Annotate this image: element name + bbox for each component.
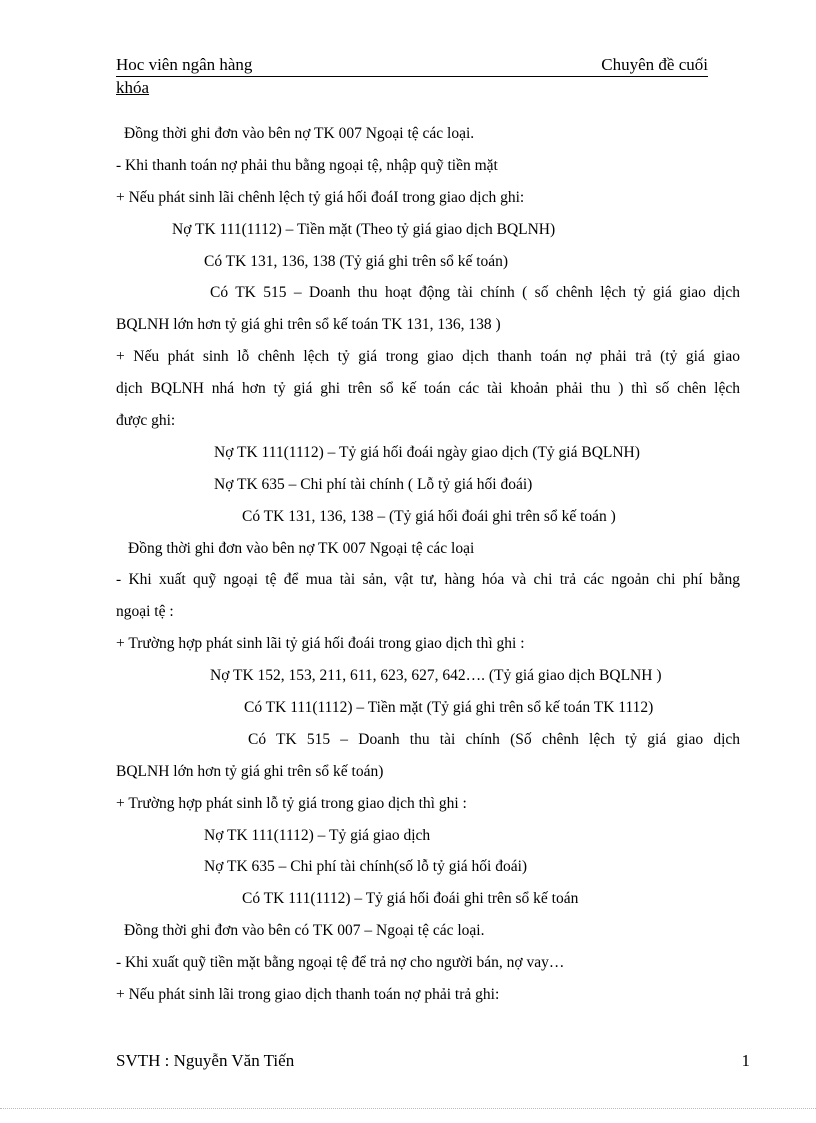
text-line: Có TK 111(1112) – Tiền mặt (Tỷ giá ghi trên sổ kế toán TK 1112) — [244, 699, 654, 717]
text-line: Có TK 515 – Doanh thu hoạt động tài chính ( số chênh lệch tỷ giá giao dịch — [210, 284, 740, 302]
text-line: BQLNH lớn hơn tỷ giá ghi trên sổ kế toán TK 131, 136, 138 ) — [116, 316, 501, 334]
text-line: Có TK 515 – Doanh thu tài chính (Số chênh lệch tỷ giá giao dịch — [248, 730, 740, 748]
text-line: Nợ TK 111(1112) – Tỷ giá hối đoái ngày giao dịch (Tỷ giá BQLNH) — [214, 443, 640, 461]
page-boundary-divider — [0, 1108, 816, 1109]
text-line: Nợ TK 111(1112) – Tỷ giá giao dịch — [204, 826, 431, 844]
text-line: Nợ TK 111(1112) – Tiền mặt (Theo tỷ giá giao dịch BQLNH) — [172, 220, 556, 238]
text-line: + Nếu phát sinh lãi chênh lệch tỷ giá hối đoáI trong giao dịch ghi: — [116, 188, 525, 206]
text-line: - Khi xuất quỹ ngoại tệ để mua tài sản, vật tư, hàng hóa và chi trả các ngoản chi phí bằng — [116, 571, 740, 589]
page-header — [116, 54, 708, 99]
text-line: - Khi xuất quỹ tiền mặt bằng ngoại tệ để trả nợ cho người bán, nợ vay… — [116, 954, 565, 972]
header-report-title: Chuyên đề cuối — [601, 55, 708, 74]
text-line: Có TK 131, 136, 138 – (Tỷ giá hối đoái ghi trên sổ kế toán ) — [242, 507, 616, 525]
text-line: - Khi thanh toán nợ phải thu bằng ngoại tệ, nhập quỹ tiền mặt — [116, 156, 498, 174]
text-line: Nợ TK 635 – Chi phí tài chính(số lỗ tỷ giá hối đoái) — [204, 858, 528, 876]
text-line: dịch BQLNH nhá hơn tỷ giá ghi trên sổ kế toán các tài khoản phải thu ) thì số chên lệch — [116, 380, 740, 398]
text-line: Đồng thời ghi đơn vào bên có TK 007 – Ngoại tệ các loại. — [124, 922, 485, 940]
text-line: BQLNH lớn hơn tỷ giá ghi trên sổ kế toán) — [116, 762, 384, 780]
text-line: ngoại tệ : — [116, 603, 174, 621]
header-institution: Hoc viên ngân hàng — [116, 55, 253, 74]
header-title-continuation: khóa — [116, 78, 150, 97]
text-line: Có TK 111(1112) – Tỷ giá hối đoái ghi trên sổ kế toán — [242, 890, 579, 908]
text-line: + Trường hợp phát sinh lỗ tỷ giá trong giao dịch thì ghi : — [116, 794, 467, 812]
text-line: Có TK 131, 136, 138 (Tỷ giá ghi trên sổ kế toán) — [204, 252, 509, 270]
text-line: Nợ TK 635 – Chi phí tài chính ( Lỗ tỷ giá hối đoái) — [214, 475, 533, 493]
text-line: Đồng thời ghi đơn vào bên nợ TK 007 Ngoại tệ các loại — [128, 539, 475, 557]
text-line: Nợ TK 152, 153, 211, 611, 623, 627, 642…. (Tỷ giá giao dịch BQLNH ) — [210, 667, 662, 685]
text-line: Đồng thời ghi đơn vào bên nợ TK 007 Ngoại tệ các loại. — [124, 125, 475, 142]
text-line: được ghi: — [116, 412, 176, 430]
text-line: + Nếu phát sinh lãi trong giao dịch thanh toán nợ phải trả ghi: — [116, 986, 500, 1004]
footer-page-number: 1 — [741, 1051, 750, 1070]
footer-author: SVTH : Nguyễn Văn Tiến — [116, 1051, 295, 1070]
header-line — [116, 54, 708, 77]
text-line: + Nếu phát sinh lỗ chênh lệch tỷ giá trong giao dịch thanh toán nợ phải trả (tỷ giá giao — [116, 348, 740, 366]
document-body — [116, 118, 740, 1011]
text-line: + Trường hợp phát sinh lãi tỷ giá hối đoái trong giao dịch thì ghi : — [116, 635, 525, 653]
